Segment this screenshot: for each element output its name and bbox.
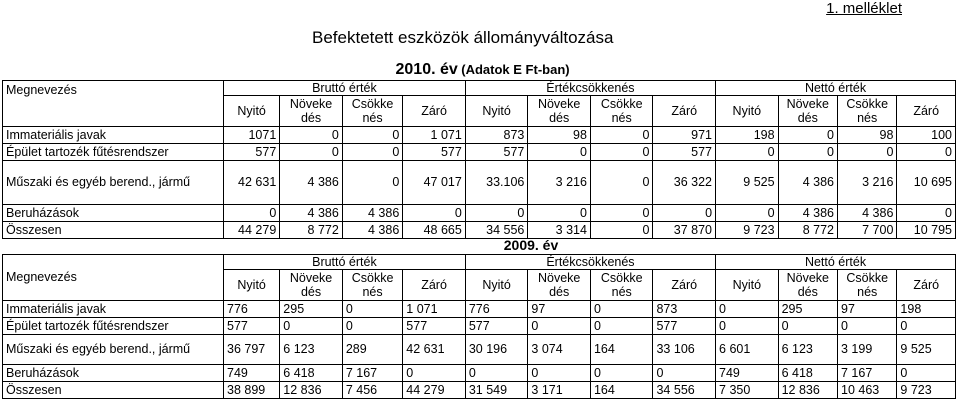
table-cell: 0 <box>465 204 528 221</box>
table-cell: 0 <box>280 126 343 143</box>
table-cell: 295 <box>280 300 343 317</box>
table-2010 <box>2 60 956 239</box>
subcol-header: Záró <box>403 95 466 126</box>
year-heading-2010 <box>224 60 956 80</box>
table-cell: 577 <box>653 143 716 160</box>
table-cell: 98 <box>837 126 896 143</box>
subcol-header: Záró <box>897 269 956 300</box>
table-cell: 3 314 <box>528 221 591 238</box>
table-cell: 0 <box>280 143 343 160</box>
subcol-header: Növeke dés <box>280 95 343 126</box>
subcol-header: Csökke nés <box>342 95 402 126</box>
table-cell: 1 071 <box>403 300 466 317</box>
table-cell: 4 386 <box>837 204 896 221</box>
table-cell: 98 <box>528 126 591 143</box>
table-cell: 577 <box>403 143 466 160</box>
table-cell: 0 <box>716 143 779 160</box>
table-cell: 44 279 <box>403 381 466 398</box>
year-2009: 2009. év <box>224 238 956 254</box>
table-cell: 0 <box>897 364 956 381</box>
document-title: Befektetett eszközök állományváltozása <box>312 28 614 47</box>
subcol-header: Záró <box>897 95 956 126</box>
row-label: Beruházások <box>3 204 224 221</box>
table-row <box>3 143 956 160</box>
group-header-net: Nettó érték <box>716 80 956 95</box>
table-cell: 7 167 <box>838 364 897 381</box>
row-label-header-2009: Megnevezés <box>3 254 224 300</box>
table-cell: 8 772 <box>778 221 837 238</box>
subcol-header: Csökke nés <box>590 95 653 126</box>
table-row <box>3 300 956 317</box>
annex-label: 1. melléklet <box>826 0 902 17</box>
table-cell: 0 <box>528 364 591 381</box>
subcol-header: Csökke nés <box>838 269 897 300</box>
table-cell: 873 <box>653 300 716 317</box>
table-cell: 776 <box>465 300 528 317</box>
table-cell: 198 <box>716 126 779 143</box>
table-cell: 4 386 <box>280 204 343 221</box>
table-cell: 9 525 <box>716 160 779 204</box>
row-label: Immateriális javak <box>3 126 224 143</box>
subcol-header: Nyitó <box>716 95 779 126</box>
subcol-header: Záró <box>653 269 716 300</box>
table-cell: 7 167 <box>342 364 402 381</box>
table-cell: 0 <box>528 204 591 221</box>
subcol-header: Záró <box>403 269 466 300</box>
table-cell: 97 <box>838 300 897 317</box>
table-cell: 776 <box>224 300 280 317</box>
table-cell: 7 350 <box>716 381 779 398</box>
table-cell: 0 <box>653 204 716 221</box>
subcol-header: Nyitó <box>224 95 280 126</box>
row-label: Beruházások <box>3 364 224 381</box>
table-cell: 0 <box>590 221 653 238</box>
group-header-gross-2009: Bruttó érték <box>224 254 466 269</box>
subcol-header: Záró <box>653 95 716 126</box>
table-cell: 10 795 <box>897 221 956 238</box>
row-label: Épület tartozék fűtésrendszer <box>3 143 224 160</box>
table-cell: 7 700 <box>837 221 896 238</box>
table-cell: 4 386 <box>778 160 837 204</box>
subcol-header: Növeke dés <box>528 95 591 126</box>
row-label: Épület tartozék fűtésrendszer <box>3 317 224 334</box>
table-cell: 6 418 <box>778 364 837 381</box>
table-row <box>3 364 956 381</box>
subcol-header: Csökke nés <box>342 269 402 300</box>
table-cell: 0 <box>342 126 402 143</box>
table-row <box>3 204 956 221</box>
table-cell: 36 322 <box>653 160 716 204</box>
table-row <box>3 334 956 364</box>
group-header-depreciation-2009: Értékcsökkenés <box>465 254 715 269</box>
table-cell: 0 <box>590 160 653 204</box>
table-cell: 0 <box>342 160 402 204</box>
table-cell: 12 836 <box>778 381 837 398</box>
table-row <box>3 126 956 143</box>
table-cell: 3 216 <box>528 160 591 204</box>
table-cell: 10 463 <box>838 381 897 398</box>
table-cell: 1071 <box>224 126 280 143</box>
table-cell: 0 <box>716 204 779 221</box>
table-2009 <box>2 238 956 399</box>
table-cell: 6 123 <box>280 334 343 364</box>
subcol-header: Nyitó <box>465 269 528 300</box>
table-cell: 47 017 <box>403 160 466 204</box>
table-cell: 0 <box>897 143 956 160</box>
table-cell: 3 074 <box>528 334 591 364</box>
table-cell: 6 123 <box>778 334 837 364</box>
table-cell: 3 171 <box>528 381 591 398</box>
subcol-header: Nyitó <box>224 269 280 300</box>
table-cell: 6 601 <box>716 334 779 364</box>
subcol-header: Növeke dés <box>280 269 343 300</box>
table-cell: 0 <box>778 317 837 334</box>
subcol-header: Nyitó <box>716 269 779 300</box>
unit-note: (Adatok E Ft-ban) <box>461 61 570 77</box>
table-cell: 749 <box>716 364 779 381</box>
table-cell: 100 <box>897 126 956 143</box>
table-cell: 164 <box>590 381 653 398</box>
table-cell: 971 <box>653 126 716 143</box>
table-cell: 577 <box>465 143 528 160</box>
table-cell: 44 279 <box>224 221 280 238</box>
table-cell: 0 <box>590 204 653 221</box>
table-cell: 0 <box>653 364 716 381</box>
table-cell: 6 418 <box>280 364 343 381</box>
table-cell: 164 <box>590 334 653 364</box>
table-cell: 0 <box>590 317 653 334</box>
table-cell: 37 870 <box>653 221 716 238</box>
table-cell: 38 899 <box>224 381 280 398</box>
table-cell: 4 386 <box>280 160 343 204</box>
table-cell: 0 <box>716 300 779 317</box>
table-cell: 42 631 <box>403 334 466 364</box>
table-cell: 0 <box>403 364 466 381</box>
table-cell: 0 <box>224 204 280 221</box>
table-row <box>3 317 956 334</box>
table-cell: 3 199 <box>838 334 897 364</box>
table-cell: 4 386 <box>342 221 402 238</box>
table-cell: 42 631 <box>224 160 280 204</box>
table-cell: 873 <box>465 126 528 143</box>
table-cell: 0 <box>528 317 591 334</box>
row-label-header: Megnevezés <box>3 80 224 126</box>
table-row <box>3 160 956 204</box>
table-cell: 0 <box>590 364 653 381</box>
table-cell: 9 723 <box>716 221 779 238</box>
table-cell: 97 <box>528 300 591 317</box>
table-row <box>3 221 956 238</box>
subcol-header: Növeke dés <box>528 269 591 300</box>
table-cell: 198 <box>897 300 956 317</box>
table-cell: 0 <box>403 204 466 221</box>
table-cell: 749 <box>224 364 280 381</box>
subcol-header: Növeke dés <box>778 269 837 300</box>
table-cell: 0 <box>778 126 837 143</box>
subcol-header: Csökke nés <box>590 269 653 300</box>
table-cell: 577 <box>224 317 280 334</box>
group-header-net-2009: Nettó érték <box>716 254 956 269</box>
table-cell: 9 525 <box>897 334 956 364</box>
table-cell: 289 <box>342 334 402 364</box>
row-label: Műszaki és egyéb berend., jármű <box>3 334 224 364</box>
table-cell: 0 <box>342 300 402 317</box>
table-cell: 0 <box>897 317 956 334</box>
table-cell: 577 <box>653 317 716 334</box>
table-cell: 0 <box>590 143 653 160</box>
subcol-header: Növeke dés <box>778 95 837 126</box>
table-cell: 0 <box>590 126 653 143</box>
table-cell: 7 456 <box>342 381 402 398</box>
table-cell: 4 386 <box>342 204 402 221</box>
table-cell: 0 <box>778 143 837 160</box>
table-cell: 30 196 <box>465 334 528 364</box>
table-cell: 0 <box>897 204 956 221</box>
row-label: Összesen <box>3 221 224 238</box>
table-cell: 48 665 <box>403 221 466 238</box>
subcol-header: Csökke nés <box>837 95 896 126</box>
table-cell: 12 836 <box>280 381 343 398</box>
table-cell: 295 <box>778 300 837 317</box>
subcol-header: Nyitó <box>465 95 528 126</box>
table-cell: 0 <box>342 143 402 160</box>
table-cell: 9 723 <box>897 381 956 398</box>
table-cell: 4 386 <box>778 204 837 221</box>
table-cell: 33.106 <box>465 160 528 204</box>
table-cell: 577 <box>403 317 466 334</box>
table-cell: 3 216 <box>837 160 896 204</box>
table-cell: 0 <box>838 317 897 334</box>
table-cell: 0 <box>342 317 402 334</box>
row-label: Immateriális javak <box>3 300 224 317</box>
table-cell: 0 <box>590 300 653 317</box>
table-cell: 36 797 <box>224 334 280 364</box>
table-cell: 10 695 <box>897 160 956 204</box>
table-cell: 0 <box>280 317 343 334</box>
table-cell: 8 772 <box>280 221 343 238</box>
group-header-depreciation: Értékcsökkenés <box>465 80 715 95</box>
table-cell: 31 549 <box>465 381 528 398</box>
table-cell: 34 556 <box>653 381 716 398</box>
table-cell: 33 106 <box>653 334 716 364</box>
table-cell: 0 <box>465 364 528 381</box>
year-2010: 2010. év <box>395 60 458 78</box>
row-label: Összesen <box>3 381 224 398</box>
table-cell: 1 071 <box>403 126 466 143</box>
table-cell: 0 <box>837 143 896 160</box>
table-cell: 577 <box>224 143 280 160</box>
table-cell: 577 <box>465 317 528 334</box>
table-cell: 0 <box>528 143 591 160</box>
row-label: Műszaki és egyéb berend., jármű <box>3 160 224 204</box>
table-row <box>3 381 956 398</box>
table-cell: 0 <box>716 317 779 334</box>
table-cell: 34 556 <box>465 221 528 238</box>
group-header-gross: Bruttó érték <box>224 80 466 95</box>
